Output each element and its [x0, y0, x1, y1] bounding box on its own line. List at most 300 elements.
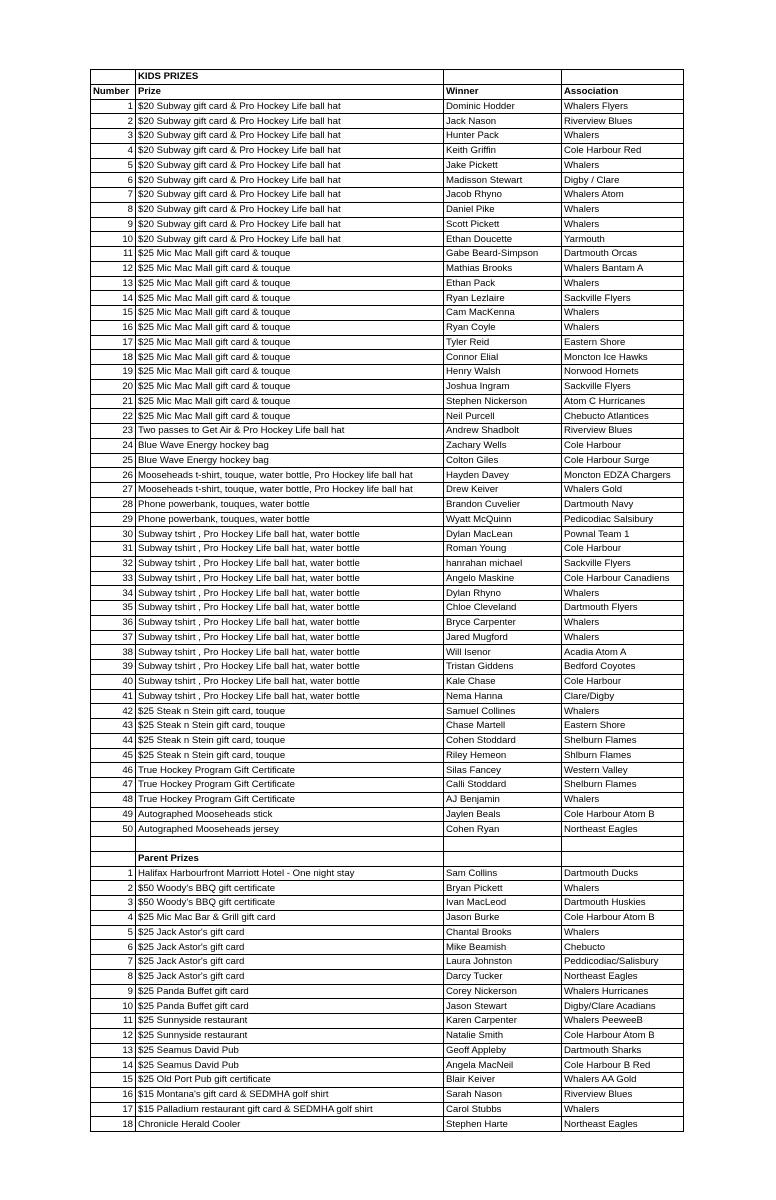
cell-number: 14 [91, 291, 136, 306]
cell-number: 23 [91, 424, 136, 439]
kids-prize-row [91, 438, 684, 453]
parent-prize-row [91, 910, 684, 925]
cell-number: 15 [91, 306, 136, 321]
kids-prize-row [91, 379, 684, 394]
cell-prize: $25 Jack Astor's gift card [136, 925, 444, 940]
cell-association: Sackville Flyers [562, 556, 684, 571]
cell-prize: $25 Jack Astor's gift card [136, 955, 444, 970]
kids-prize-row [91, 719, 684, 734]
cell-number: 17 [91, 335, 136, 350]
blank-cell [91, 837, 136, 852]
cell-number: 24 [91, 438, 136, 453]
kids-section-title-row [91, 70, 684, 85]
cell-prize: $20 Subway gift card & Pro Hockey Life ball hat [136, 114, 444, 129]
kids-prize-row [91, 173, 684, 188]
cell-association: Whalers [562, 306, 684, 321]
kids-section-title: KIDS PRIZES [136, 70, 444, 85]
cell-prize: $20 Subway gift card & Pro Hockey Life ball hat [136, 173, 444, 188]
parent-prize-row [91, 1073, 684, 1088]
cell-prize: Subway tshirt , Pro Hockey Life ball hat, water bottle [136, 660, 444, 675]
cell-number: 32 [91, 556, 136, 571]
cell-winner: Andrew Shadbolt [444, 424, 562, 439]
cell-winner: Stephen Nickerson [444, 394, 562, 409]
cell-number: 6 [91, 940, 136, 955]
cell-number: 20 [91, 379, 136, 394]
cell-winner: Cohen Stoddard [444, 733, 562, 748]
cell-winner: Sarah Nason [444, 1087, 562, 1102]
cell-prize: $25 Jack Astor's gift card [136, 940, 444, 955]
parent-prize-row [91, 1087, 684, 1102]
cell-number: 10 [91, 232, 136, 247]
cell-winner: Geoff Appleby [444, 1043, 562, 1058]
cell-winner: Mathias Brooks [444, 261, 562, 276]
kids-prize-row [91, 114, 684, 129]
cell-winner: Hunter Pack [444, 129, 562, 144]
cell-prize: $15 Palladium restaurant gift card & SEDMHA golf shirt [136, 1102, 444, 1117]
cell-number: 48 [91, 792, 136, 807]
cell-association: Eastern Shore [562, 335, 684, 350]
cell-association: Dartmouth Ducks [562, 866, 684, 881]
cell-number: 41 [91, 689, 136, 704]
cell-association: Dartmouth Sharks [562, 1043, 684, 1058]
cell-number: 9 [91, 984, 136, 999]
cell-number: 27 [91, 483, 136, 498]
parent-prize-row [91, 1043, 684, 1058]
cell-association: Dartmouth Flyers [562, 601, 684, 616]
cell-association: Whalers [562, 792, 684, 807]
cell-winner: Dylan Rhyno [444, 586, 562, 601]
cell-number: 18 [91, 1117, 136, 1132]
header-number: Number [91, 84, 136, 99]
cell-number: 8 [91, 969, 136, 984]
cell-association: Peddicodiac/Salisbury [562, 955, 684, 970]
cell-winner: Roman Young [444, 542, 562, 557]
cell-association: Northeast Eagles [562, 822, 684, 837]
cell-prize: $25 Seamus David Pub [136, 1058, 444, 1073]
cell-number: 47 [91, 778, 136, 793]
cell-number: 14 [91, 1058, 136, 1073]
cell-association: Shlburn Flames [562, 748, 684, 763]
cell-association: Whalers [562, 925, 684, 940]
cell-winner: Zachary Wells [444, 438, 562, 453]
parent-prize-row [91, 940, 684, 955]
cell-winner: Nema Hanna [444, 689, 562, 704]
parent-section-title-row [91, 851, 684, 866]
cell-association: Cole Harbour Atom B [562, 807, 684, 822]
parent-prize-row [91, 896, 684, 911]
cell-association: Whalers [562, 1102, 684, 1117]
kids-prize-row [91, 778, 684, 793]
cell-winner: Sam Collins [444, 866, 562, 881]
cell-prize: $25 Sunnyside restaurant [136, 1014, 444, 1029]
cell-winner: Ethan Doucette [444, 232, 562, 247]
cell-prize: Blue Wave Energy hockey bag [136, 453, 444, 468]
cell-number: 12 [91, 1028, 136, 1043]
kids-prize-row [91, 247, 684, 262]
cell-prize: Subway tshirt , Pro Hockey Life ball hat, water bottle [136, 542, 444, 557]
cell-winner: Tristan Giddens [444, 660, 562, 675]
parent-prize-row [91, 925, 684, 940]
cell-winner: Bryan Pickett [444, 881, 562, 896]
cell-number: 37 [91, 630, 136, 645]
kids-prize-row [91, 807, 684, 822]
cell-number: 34 [91, 586, 136, 601]
cell-association: Pownal Team 1 [562, 527, 684, 542]
cell-number: 25 [91, 453, 136, 468]
cell-association: Northeast Eagles [562, 969, 684, 984]
cell-prize: $25 Panda Buffet gift card [136, 999, 444, 1014]
kids-prize-row [91, 483, 684, 498]
cell-prize: True Hockey Program Gift Certificate [136, 778, 444, 793]
cell-winner: Bryce Carpenter [444, 615, 562, 630]
cell-number: 12 [91, 261, 136, 276]
kids-prize-row [91, 335, 684, 350]
kids-prize-row [91, 630, 684, 645]
cell-association: Dartmouth Huskies [562, 896, 684, 911]
cell-winner: Darcy Tucker [444, 969, 562, 984]
cell-prize: $50 Woody's BBQ gift certificate [136, 881, 444, 896]
cell-number: 2 [91, 114, 136, 129]
cell-winner: Scott Pickett [444, 217, 562, 232]
cell-association: Whalers PeeweeB [562, 1014, 684, 1029]
cell-association: Cole Harbour [562, 438, 684, 453]
cell-winner: Corey Nickerson [444, 984, 562, 999]
kids-prize-row [91, 232, 684, 247]
cell-number: 2 [91, 881, 136, 896]
cell-winner: Jack Nason [444, 114, 562, 129]
cell-number: 46 [91, 763, 136, 778]
cell-association: Whalers [562, 586, 684, 601]
kids-prize-row [91, 394, 684, 409]
cell-prize: $25 Panda Buffet gift card [136, 984, 444, 999]
cell-association: Dartmouth Orcas [562, 247, 684, 262]
cell-association: Chebucto Atlantices [562, 409, 684, 424]
cell-number: 11 [91, 1014, 136, 1029]
cell-winner: Ryan Lezlaire [444, 291, 562, 306]
cell-prize: $25 Mic Mac Mall gift card & touque [136, 350, 444, 365]
cell-winner: Dominic Hodder [444, 99, 562, 114]
cell-association: Whalers Gold [562, 483, 684, 498]
cell-prize: $20 Subway gift card & Pro Hockey Life ball hat [136, 217, 444, 232]
cell-number: 21 [91, 394, 136, 409]
cell-number: 44 [91, 733, 136, 748]
kids-prize-row [91, 276, 684, 291]
kids-prize-row [91, 542, 684, 557]
cell-prize: Subway tshirt , Pro Hockey Life ball hat, water bottle [136, 630, 444, 645]
cell-number: 49 [91, 807, 136, 822]
kids-prize-row [91, 733, 684, 748]
cell-number: 1 [91, 866, 136, 881]
cell-association: Cole Harbour Atom B [562, 1028, 684, 1043]
kids-prize-row [91, 143, 684, 158]
kids-prize-row [91, 704, 684, 719]
table-body [91, 70, 684, 1132]
cell-prize: $25 Mic Mac Mall gift card & touque [136, 379, 444, 394]
cell-prize: Autographed Mooseheads stick [136, 807, 444, 822]
cell-winner: Riley Hemeon [444, 748, 562, 763]
cell-prize: Autographed Mooseheads jersey [136, 822, 444, 837]
header-row [91, 84, 684, 99]
cell-winner: Brandon Cuvelier [444, 497, 562, 512]
cell-winner: Chloe Cleveland [444, 601, 562, 616]
blank-cell [91, 70, 136, 85]
cell-number: 17 [91, 1102, 136, 1117]
cell-number: 16 [91, 1087, 136, 1102]
cell-association: Riverview Blues [562, 114, 684, 129]
cell-prize: Subway tshirt , Pro Hockey Life ball hat, water bottle [136, 601, 444, 616]
cell-prize: Subway tshirt , Pro Hockey Life ball hat, water bottle [136, 689, 444, 704]
parent-prize-row [91, 866, 684, 881]
cell-prize: Subway tshirt , Pro Hockey Life ball hat, water bottle [136, 674, 444, 689]
cell-number: 5 [91, 925, 136, 940]
cell-winner: Carol Stubbs [444, 1102, 562, 1117]
cell-prize: $20 Subway gift card & Pro Hockey Life ball hat [136, 99, 444, 114]
cell-association: Eastern Shore [562, 719, 684, 734]
cell-association: Cole Harbour B Red [562, 1058, 684, 1073]
cell-winner: Jake Pickett [444, 158, 562, 173]
cell-association: Whalers AA Gold [562, 1073, 684, 1088]
cell-number: 30 [91, 527, 136, 542]
cell-association: Whalers [562, 202, 684, 217]
cell-winner: Jared Mugford [444, 630, 562, 645]
kids-prize-row [91, 424, 684, 439]
cell-association: Whalers [562, 217, 684, 232]
cell-winner: Angela MacNeil [444, 1058, 562, 1073]
kids-prize-row [91, 822, 684, 837]
cell-association: Cole Harbour Atom B [562, 910, 684, 925]
cell-winner: Chase Martell [444, 719, 562, 734]
cell-association: Cole Harbour Surge [562, 453, 684, 468]
cell-number: 22 [91, 409, 136, 424]
cell-number: 31 [91, 542, 136, 557]
cell-association: Whalers Hurricanes [562, 984, 684, 999]
cell-association: Whalers [562, 615, 684, 630]
cell-winner: Jaylen Beals [444, 807, 562, 822]
cell-number: 45 [91, 748, 136, 763]
kids-prize-row [91, 365, 684, 380]
cell-number: 13 [91, 276, 136, 291]
cell-winner: Colton Giles [444, 453, 562, 468]
cell-number: 28 [91, 497, 136, 512]
parent-prize-row [91, 955, 684, 970]
cell-winner: Madisson Stewart [444, 173, 562, 188]
kids-prize-row [91, 261, 684, 276]
cell-number: 42 [91, 704, 136, 719]
cell-number: 4 [91, 143, 136, 158]
cell-association: Moncton EDZA Chargers [562, 468, 684, 483]
cell-prize: $25 Steak n Stein gift card, touque [136, 748, 444, 763]
cell-association: Whalers [562, 320, 684, 335]
cell-winner: Jason Burke [444, 910, 562, 925]
cell-winner: Tyler Reid [444, 335, 562, 350]
header-winner: Winner [444, 84, 562, 99]
cell-prize: $25 Mic Mac Mall gift card & touque [136, 276, 444, 291]
cell-winner: Jason Stewart [444, 999, 562, 1014]
kids-prize-row [91, 202, 684, 217]
cell-prize: $20 Subway gift card & Pro Hockey Life ball hat [136, 143, 444, 158]
cell-association: Northeast Eagles [562, 1117, 684, 1132]
cell-winner: Daniel Pike [444, 202, 562, 217]
cell-winner: Kale Chase [444, 674, 562, 689]
cell-prize: $20 Subway gift card & Pro Hockey Life ball hat [136, 202, 444, 217]
cell-winner: Cam MacKenna [444, 306, 562, 321]
cell-association: Whalers [562, 704, 684, 719]
cell-association: Clare/Digby [562, 689, 684, 704]
cell-association: Whalers Bantam A [562, 261, 684, 276]
cell-number: 33 [91, 571, 136, 586]
cell-number: 36 [91, 615, 136, 630]
kids-prize-row [91, 158, 684, 173]
cell-winner: Gabe Beard-Simpson [444, 247, 562, 262]
kids-prize-row [91, 645, 684, 660]
cell-association: Riverview Blues [562, 424, 684, 439]
kids-prize-row [91, 306, 684, 321]
blank-cell [562, 70, 684, 85]
cell-prize: $25 Steak n Stein gift card, touque [136, 704, 444, 719]
cell-prize: $25 Steak n Stein gift card, touque [136, 719, 444, 734]
cell-prize: $25 Mic Mac Mall gift card & touque [136, 365, 444, 380]
kids-prize-row [91, 453, 684, 468]
cell-prize: Subway tshirt , Pro Hockey Life ball hat, water bottle [136, 615, 444, 630]
kids-prize-row [91, 291, 684, 306]
blank-cell [91, 851, 136, 866]
cell-association: Whalers [562, 630, 684, 645]
cell-association: Atom C Hurricanes [562, 394, 684, 409]
cell-prize: True Hockey Program Gift Certificate [136, 763, 444, 778]
kids-prize-row [91, 748, 684, 763]
cell-number: 13 [91, 1043, 136, 1058]
cell-association: Digby/Clare Acadians [562, 999, 684, 1014]
cell-prize: True Hockey Program Gift Certificate [136, 792, 444, 807]
cell-number: 5 [91, 158, 136, 173]
cell-winner: Connor Elial [444, 350, 562, 365]
cell-number: 18 [91, 350, 136, 365]
kids-prize-row [91, 763, 684, 778]
parent-prize-row [91, 1028, 684, 1043]
cell-prize: $25 Mic Mac Mall gift card & touque [136, 247, 444, 262]
blank-cell [444, 837, 562, 852]
cell-association: Acadia Atom A [562, 645, 684, 660]
cell-number: 9 [91, 217, 136, 232]
blank-cell [562, 837, 684, 852]
parent-prize-row [91, 1058, 684, 1073]
cell-winner: Samuel Collines [444, 704, 562, 719]
cell-prize: $25 Mic Mac Mall gift card & touque [136, 261, 444, 276]
cell-winner: AJ Benjamin [444, 792, 562, 807]
header-prize: Prize [136, 84, 444, 99]
cell-association: Cole Harbour Red [562, 143, 684, 158]
cell-prize: Blue Wave Energy hockey bag [136, 438, 444, 453]
cell-number: 3 [91, 129, 136, 144]
cell-number: 40 [91, 674, 136, 689]
kids-prize-row [91, 601, 684, 616]
cell-number: 1 [91, 99, 136, 114]
cell-association: Digby / Clare [562, 173, 684, 188]
cell-prize: Mooseheads t-shirt, touque, water bottle, Pro Hockey life ball hat [136, 483, 444, 498]
cell-winner: Dylan MacLean [444, 527, 562, 542]
cell-prize: $20 Subway gift card & Pro Hockey Life ball hat [136, 188, 444, 203]
cell-winner: Ivan MacLeod [444, 896, 562, 911]
cell-association: Whalers [562, 276, 684, 291]
parent-prize-row [91, 999, 684, 1014]
cell-number: 39 [91, 660, 136, 675]
cell-association: Bedford Coyotes [562, 660, 684, 675]
cell-winner: Cohen Ryan [444, 822, 562, 837]
kids-prize-row [91, 409, 684, 424]
kids-prize-row [91, 556, 684, 571]
cell-association: Riverview Blues [562, 1087, 684, 1102]
cell-prize: Subway tshirt , Pro Hockey Life ball hat, water bottle [136, 645, 444, 660]
kids-prize-row [91, 689, 684, 704]
cell-association: Sackville Flyers [562, 291, 684, 306]
cell-prize: $20 Subway gift card & Pro Hockey Life ball hat [136, 129, 444, 144]
cell-winner: Keith Griffin [444, 143, 562, 158]
cell-winner: Stephen Harte [444, 1117, 562, 1132]
parent-prize-row [91, 984, 684, 999]
cell-association: Chebucto [562, 940, 684, 955]
cell-association: Sackville Flyers [562, 379, 684, 394]
cell-number: 7 [91, 955, 136, 970]
cell-prize: Subway tshirt , Pro Hockey Life ball hat, water bottle [136, 586, 444, 601]
cell-winner: Ryan Coyle [444, 320, 562, 335]
cell-association: Dartmouth Navy [562, 497, 684, 512]
kids-prize-row [91, 188, 684, 203]
cell-winner: Hayden Davey [444, 468, 562, 483]
cell-prize: Halifax Harbourfront Marriott Hotel - One night stay [136, 866, 444, 881]
cell-winner: Angelo Maskine [444, 571, 562, 586]
cell-association: Cole Harbour [562, 674, 684, 689]
cell-winner: Jacob Rhyno [444, 188, 562, 203]
cell-prize: $25 Old Port Pub gift certificate [136, 1073, 444, 1088]
cell-association: Cole Harbour [562, 542, 684, 557]
cell-prize: $25 Mic Mac Mall gift card & touque [136, 320, 444, 335]
cell-winner: Calli Stoddard [444, 778, 562, 793]
cell-number: 4 [91, 910, 136, 925]
cell-winner: Will Isenor [444, 645, 562, 660]
kids-prize-row [91, 674, 684, 689]
cell-number: 10 [91, 999, 136, 1014]
blank-cell [444, 70, 562, 85]
cell-winner: hanrahan michael [444, 556, 562, 571]
cell-number: 19 [91, 365, 136, 380]
cell-winner: Ethan Pack [444, 276, 562, 291]
cell-association: Shelburn Flames [562, 778, 684, 793]
cell-number: 3 [91, 896, 136, 911]
cell-number: 43 [91, 719, 136, 734]
cell-winner: Karen Carpenter [444, 1014, 562, 1029]
cell-winner: Blair Keiver [444, 1073, 562, 1088]
cell-prize: $25 Mic Mac Mall gift card & touque [136, 291, 444, 306]
kids-prize-row [91, 99, 684, 114]
kids-prize-row [91, 586, 684, 601]
parent-prize-row [91, 1014, 684, 1029]
cell-association: Pedicodiac Salsibury [562, 512, 684, 527]
parent-prize-row [91, 1102, 684, 1117]
cell-prize: $15 Montana's gift card & SEDMHA golf shirt [136, 1087, 444, 1102]
cell-prize: Mooseheads t-shirt, touque, water bottle, Pro Hockey life ball hat [136, 468, 444, 483]
cell-prize: Phone powerbank, touques, water bottle [136, 512, 444, 527]
cell-association: Whalers [562, 881, 684, 896]
cell-prize: $25 Mic Mac Mall gift card & touque [136, 335, 444, 350]
kids-prize-row [91, 660, 684, 675]
cell-association: Whalers Atom [562, 188, 684, 203]
cell-prize: Two passes to Get Air & Pro Hockey Life ball hat [136, 424, 444, 439]
cell-number: 7 [91, 188, 136, 203]
cell-winner: Laura Johnston [444, 955, 562, 970]
cell-prize: $25 Steak n Stein gift card, touque [136, 733, 444, 748]
kids-prize-row [91, 497, 684, 512]
cell-number: 38 [91, 645, 136, 660]
